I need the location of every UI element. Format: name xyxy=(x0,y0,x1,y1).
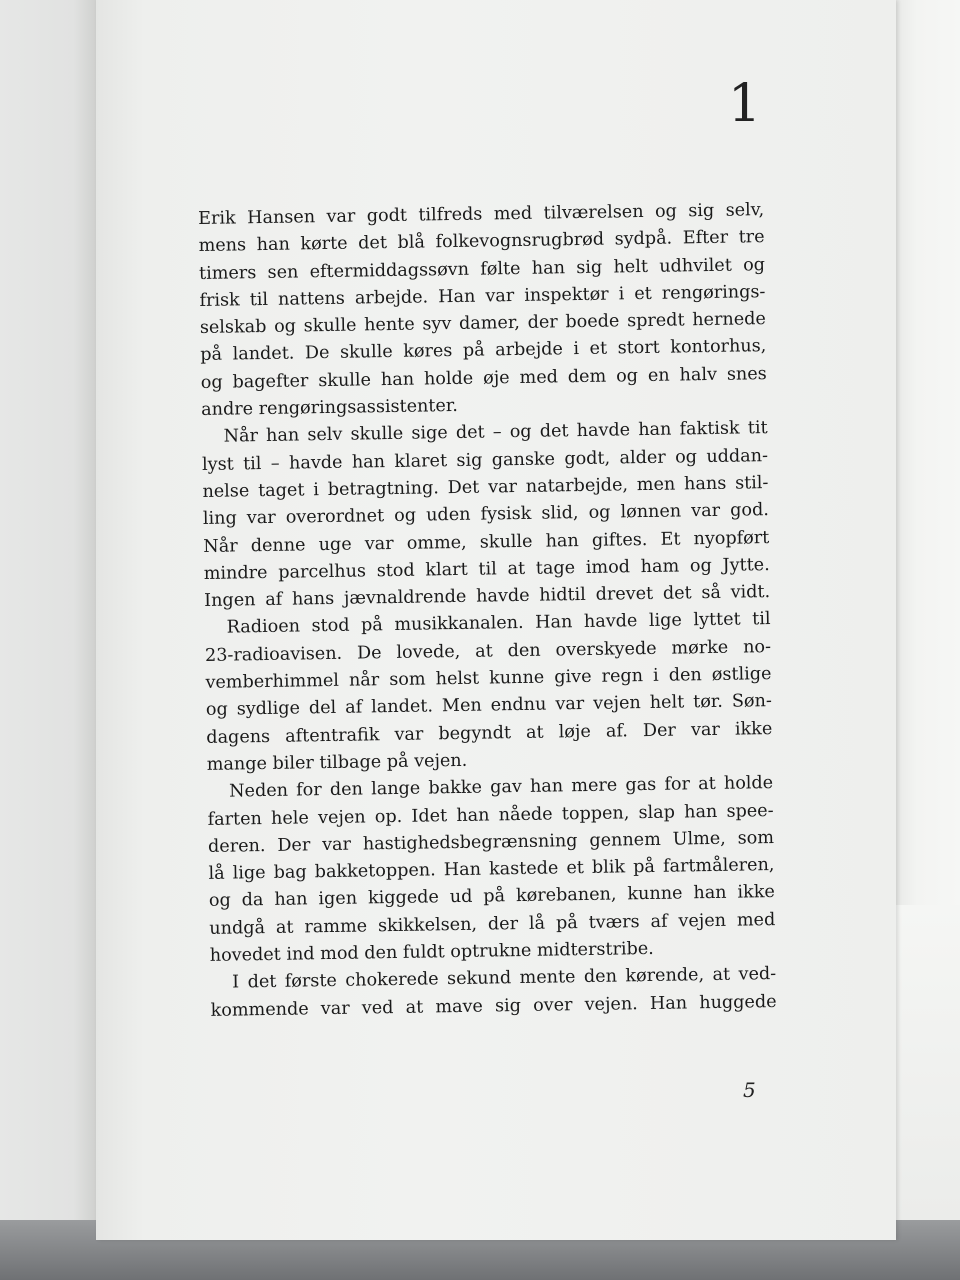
text-line: dagens aftentrafik var begyndt at løje af. Der var ikke xyxy=(206,718,773,748)
text-line: timers sen eftermiddagssøvn følte han sig helt udhvilet og xyxy=(198,254,766,284)
text-line: nelse taget i betragtning. Det var natarbejde, men hans stil- xyxy=(202,473,769,502)
text-line: vemberhimmel når som helst kunne give regn i den østlige xyxy=(205,664,772,693)
text-line: Neden for den lange bakke gav han mere gas for at holde xyxy=(229,773,774,802)
text-line: Erik Hansen var godt tilfreds med tilværelsen og sig selv, xyxy=(198,200,765,229)
text-line: I det første chokerede sekund mente den kørende, at ved- xyxy=(232,964,777,993)
text-line: frisk til nattens arbejde. Han var inspektør i et rengørings- xyxy=(199,281,766,311)
paragraph xyxy=(201,415,770,615)
text-line: andre rengøringsassistenter. xyxy=(201,396,459,421)
text-line: deren. Der var hastighedsbegrænsning gennem Ulme, som xyxy=(207,827,775,857)
text-line: selskab og skulle hente syv damer, der boede spredt hernede xyxy=(199,309,767,339)
text-line: og bagefter skulle han holde øje med dem og en halv snes xyxy=(200,363,767,393)
text-line: og sydlige del af landet. Men endnu var vejen helt tør. Søn- xyxy=(205,691,773,721)
text-line: farten hele vejen op. Idet han nåede toppen, slap han spee- xyxy=(207,800,774,830)
text-line: lyst til – havde han klaret sig ganske godt, alder og uddan- xyxy=(201,445,769,475)
text-line: Radioen stod på musikkanalen. Han havde lige lyttet til xyxy=(226,609,771,639)
text-line: mens han kørte det blå folkevognsrugbrød sydpå. Efter tre xyxy=(198,227,765,257)
paragraph xyxy=(204,607,773,780)
text-line: kommende var ved at mave sig over vejen. Han huggede xyxy=(210,991,777,1021)
paragraph xyxy=(210,961,777,1024)
text-line: 23-radioavisen. De lovede, at den overskyede mørke no- xyxy=(204,636,772,666)
text-line: og da han igen kiggede ud på kørebanen, kunne han ikke xyxy=(208,882,776,912)
body-text xyxy=(198,197,777,1025)
text-line: Når denne uge var omme, skulle han giftes. Et nyopført xyxy=(203,527,770,557)
text-line: hovedet ind mod den fuldt optrukne midterstribe. xyxy=(209,938,654,966)
text-line: undgå at ramme skikkelsen, der lå på tværs af vejen med xyxy=(209,909,776,939)
text-line: på landet. De skulle køres på arbejde i et stort kontorhus, xyxy=(200,336,767,366)
text-line: lå lige bag bakketoppen. Han kastede et blik på fartmåleren, xyxy=(208,855,775,885)
paragraph xyxy=(198,197,767,424)
text-line: mange biler tilbage på vejen. xyxy=(206,750,468,775)
page-number: 5 xyxy=(743,1078,756,1102)
text-line: mindre parcelhus stod klart til at tage imod ham og Jytte. xyxy=(203,554,770,584)
text-line: ling var overordnet og uden fysisk slid, og lønnen var god. xyxy=(202,500,770,530)
left-facing-page xyxy=(0,0,105,1280)
text-line: Ingen af hans jævnaldrende havde hidtil drevet det så vidt. xyxy=(204,582,771,612)
text-line: Når han selv skulle sige det – og det havde han faktisk tit xyxy=(223,418,768,447)
chapter-number: 1 xyxy=(728,74,763,134)
paragraph xyxy=(207,770,776,970)
